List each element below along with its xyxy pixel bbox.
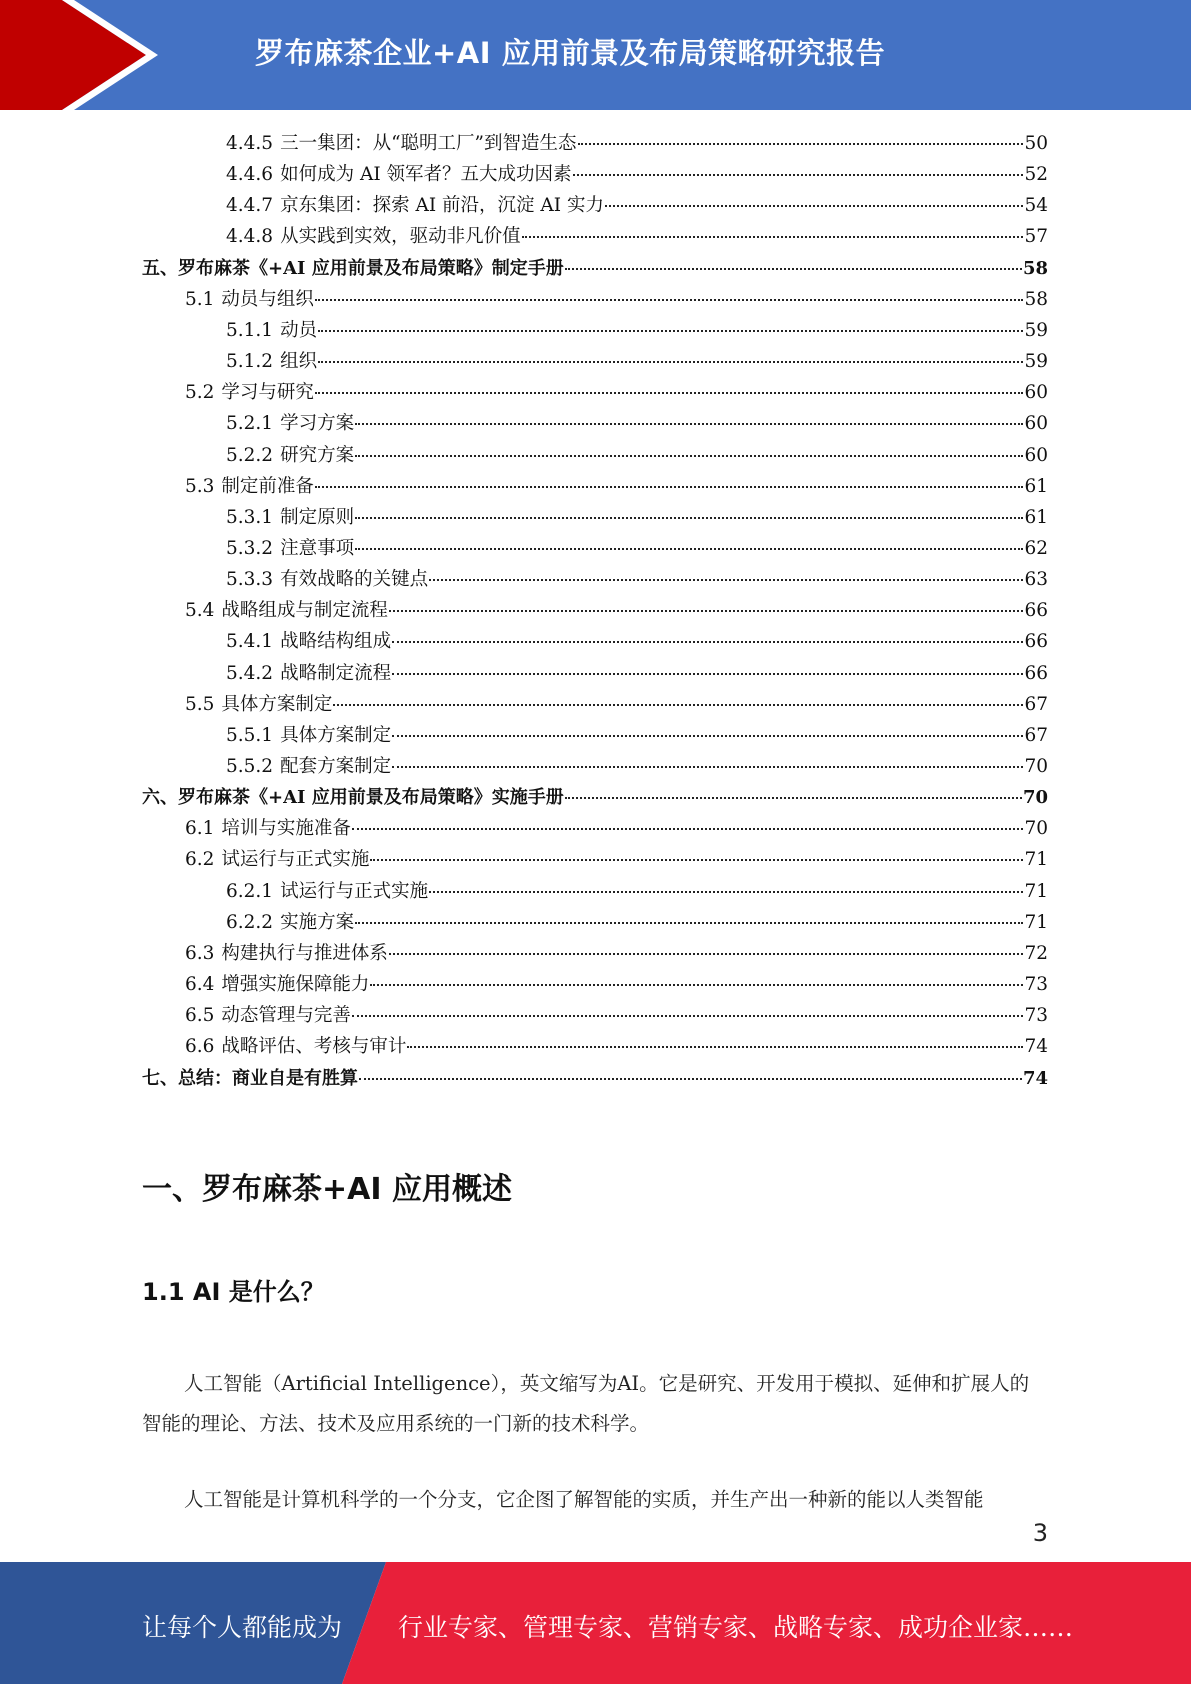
toc-entry-page: 61: [1024, 476, 1048, 497]
toc-entry[interactable]: [226, 221, 1048, 252]
toc-dot-leader: [355, 548, 1023, 550]
toc-dot-leader: [318, 330, 1023, 332]
toc-entry-number: 5.3: [185, 476, 215, 497]
toc-entry-title: 培训与实施准备: [221, 818, 351, 839]
toc-entry-title: 注意事项: [280, 538, 355, 559]
toc-entry-title: 动员与组织: [221, 289, 314, 310]
toc-dot-leader: [352, 828, 1024, 830]
toc-entry[interactable]: [226, 658, 1048, 689]
toc-entry[interactable]: [185, 595, 1048, 626]
toc-dot-leader: [359, 1078, 1022, 1080]
toc-entry-page: 52: [1024, 164, 1048, 185]
toc-dot-leader: [315, 392, 1024, 394]
toc-entry-page: 50: [1024, 133, 1048, 154]
toc-dot-leader: [389, 953, 1024, 955]
toc-entry-page: 60: [1024, 413, 1048, 434]
toc-entry[interactable]: [142, 782, 1048, 813]
toc-entry-page: 74: [1024, 1036, 1048, 1057]
toc-entry-number: 6.2.1: [226, 881, 274, 902]
toc-dot-leader: [565, 268, 1022, 270]
toc-entry-page: 73: [1024, 1005, 1048, 1026]
toc-entry-number: 5.2: [185, 382, 215, 403]
toc-dot-leader: [315, 299, 1024, 301]
toc-entry-title: 研究方案: [280, 445, 355, 466]
toc-entry-page: 61: [1024, 507, 1048, 528]
toc-entry-title: 实施方案: [280, 912, 355, 933]
toc-entry-page: 74: [1022, 1068, 1048, 1089]
toc-entry-title: 动员: [280, 320, 318, 341]
toc-dot-leader: [522, 236, 1024, 238]
toc-entry-page: 66: [1024, 600, 1048, 621]
toc-entry-number: 5.1: [185, 289, 215, 310]
toc-entry[interactable]: [226, 502, 1048, 533]
toc-entry-title: 战略评估、考核与审计: [221, 1036, 407, 1057]
toc-entry-title: 增强实施保障能力: [221, 974, 370, 995]
toc-entry-number: 6.1: [185, 818, 215, 839]
toc-entry-title: 五、罗布麻茶《+AI 应用前景及布局策略》制定手册: [142, 258, 564, 279]
toc-entry-title: 战略制定流程: [280, 663, 392, 684]
toc-entry-page: 58: [1022, 258, 1048, 279]
toc-entry-number: 5.4.1: [226, 631, 274, 652]
toc-entry[interactable]: [185, 1000, 1048, 1031]
toc-entry-number: 6.2.2: [226, 912, 274, 933]
toc-entry-title: 战略结构组成: [280, 631, 392, 652]
toc-entry-title: 六、罗布麻茶《+AI 应用前景及布局策略》实施手册: [142, 787, 564, 808]
toc-entry-page: 70: [1022, 787, 1048, 808]
toc-entry-title: 有效战略的关键点: [280, 569, 429, 590]
toc-entry-number: 5.2.2: [226, 445, 274, 466]
toc-entry[interactable]: [226, 626, 1048, 657]
toc-dot-leader: [352, 1015, 1024, 1017]
toc-dot-leader: [573, 174, 1024, 176]
toc-dot-leader: [407, 1046, 1023, 1048]
toc-entry[interactable]: [226, 907, 1048, 938]
toc-dot-leader: [605, 205, 1024, 207]
toc-entry-page: 59: [1024, 320, 1048, 341]
toc-dot-leader: [578, 143, 1024, 145]
toc-entry-title: 从实践到实效，驱动非凡价值: [280, 226, 521, 247]
toc-entry-number: 6.4: [185, 974, 215, 995]
page-number: 3: [1032, 1519, 1048, 1547]
toc-entry-number: 5.1.1: [226, 320, 274, 341]
toc-entry-number: 5.3.2: [226, 538, 274, 559]
toc-entry-number: 5.1.2: [226, 351, 274, 372]
toc-entry-number: 6.5: [185, 1005, 215, 1026]
toc-entry-page: 67: [1024, 694, 1048, 715]
toc-entry[interactable]: [226, 159, 1048, 190]
toc-entry-number: 5.2.1: [226, 413, 274, 434]
toc-dot-leader: [333, 704, 1023, 706]
toc-dot-leader: [392, 766, 1023, 768]
toc-entry-title: 配套方案制定: [280, 756, 392, 777]
section-heading: 1.1 AI 是什么？: [142, 1278, 325, 1306]
toc-entry[interactable]: [226, 190, 1048, 221]
toc-entry-title: 具体方案制定: [280, 725, 392, 746]
toc-entry-number: 5.4: [185, 600, 215, 621]
document-title: 罗布麻茶企业+AI 应用前景及布局策略研究报告: [255, 36, 886, 70]
toc-entry-page: 57: [1024, 226, 1048, 247]
toc-dot-leader: [355, 455, 1023, 457]
toc-entry-page: 71: [1024, 912, 1048, 933]
toc-entry[interactable]: [226, 128, 1048, 159]
toc-entry[interactable]: [226, 408, 1048, 439]
toc-entry-number: 5.3.3: [226, 569, 274, 590]
toc-entry[interactable]: [185, 689, 1048, 720]
toc-dot-leader: [355, 423, 1023, 425]
toc-entry-page: 60: [1024, 445, 1048, 466]
toc-entry-page: 71: [1024, 849, 1048, 870]
toc-entry-title: 试运行与正式实施: [280, 881, 429, 902]
chapter-heading: 一、罗布麻茶+AI 应用概述: [142, 1172, 512, 1207]
toc-entry[interactable]: [226, 564, 1048, 595]
toc-dot-leader: [355, 922, 1023, 924]
page-header: [0, 0, 1191, 110]
toc-entry-title: 动态管理与完善: [221, 1005, 351, 1026]
toc-entry-number: 5.3.1: [226, 507, 274, 528]
toc-entry[interactable]: [226, 315, 1048, 346]
toc-entry[interactable]: [226, 720, 1048, 751]
footer-slogan-right: 行业专家、管理专家、营销专家、战略专家、成功企业家……: [398, 1613, 1074, 1642]
toc-dot-leader: [389, 610, 1024, 612]
toc-dot-leader: [370, 984, 1023, 986]
toc-entry-page: 54: [1024, 195, 1048, 216]
toc-dot-leader: [318, 361, 1023, 363]
toc-entry[interactable]: [226, 533, 1048, 564]
toc-entry[interactable]: [185, 813, 1048, 844]
toc-entry[interactable]: [185, 377, 1048, 408]
toc-entry-page: 59: [1024, 351, 1048, 372]
toc-entry[interactable]: [226, 751, 1048, 782]
toc-entry-title: 七、总结：商业自是有胜算: [142, 1068, 358, 1089]
toc-entry-number: 5.5: [185, 694, 215, 715]
toc-entry-title: 学习方案: [280, 413, 355, 434]
toc-entry[interactable]: [185, 1031, 1048, 1062]
toc-entry-page: 70: [1024, 818, 1048, 839]
toc-entry-title: 组织: [280, 351, 318, 372]
toc-entry-title: 学习与研究: [221, 382, 314, 403]
toc-entry-page: 73: [1024, 974, 1048, 995]
toc-entry-number: 4.4.6: [226, 164, 274, 185]
toc-dot-leader: [392, 641, 1023, 643]
toc-entry-number: 4.4.5: [226, 133, 274, 154]
toc-entry-number: 6.6: [185, 1036, 215, 1057]
toc-entry-title: 三一集团：从“聪明工厂”到智造生态: [280, 133, 577, 154]
toc-entry[interactable]: [185, 471, 1048, 502]
toc-entry-page: 60: [1024, 382, 1048, 403]
toc-entry[interactable]: [226, 346, 1048, 377]
toc-entry[interactable]: [142, 253, 1048, 284]
toc-dot-leader: [370, 859, 1023, 861]
toc-entry-number: 5.5.1: [226, 725, 274, 746]
body-paragraph: 人工智能是计算机科学的一个分支，它企图了解智能的实质，并生产出一种新的能以人类智能: [184, 1488, 984, 1511]
toc-entry-title: 战略组成与制定流程: [221, 600, 388, 621]
toc-entry-title: 构建执行与推进体系: [221, 943, 388, 964]
footer-slogan-left: 让每个人都能成为: [142, 1613, 343, 1642]
toc-dot-leader: [565, 797, 1022, 799]
toc-entry-title: 制定前准备: [221, 476, 314, 497]
toc-entry-title: 制定原则: [280, 507, 355, 528]
toc-entry[interactable]: [185, 938, 1048, 969]
toc-entry[interactable]: [185, 284, 1048, 315]
toc-entry-title: 具体方案制定: [221, 694, 333, 715]
toc-dot-leader: [392, 735, 1023, 737]
toc-entry[interactable]: [226, 440, 1048, 471]
toc-dot-leader: [315, 486, 1024, 488]
toc-entry-number: 6.3: [185, 943, 215, 964]
toc-entry-number: 4.4.7: [226, 195, 274, 216]
toc-entry-page: 66: [1024, 663, 1048, 684]
toc-dot-leader: [429, 579, 1023, 581]
toc-entry-page: 72: [1024, 943, 1048, 964]
toc-entry-number: 5.4.2: [226, 663, 274, 684]
toc-entry-title: 京东集团：探索 AI 前沿，沉淀 AI 实力: [280, 195, 604, 216]
toc-entry-page: 66: [1024, 631, 1048, 652]
toc-entry-page: 71: [1024, 881, 1048, 902]
toc-entry[interactable]: [185, 844, 1048, 875]
toc-entry-title: 如何成为 AI 领军者？五大成功因素: [280, 164, 572, 185]
toc-dot-leader: [429, 891, 1023, 893]
toc-entry[interactable]: [226, 876, 1048, 907]
toc-dot-leader: [392, 673, 1023, 675]
toc-entry-number: 6.2: [185, 849, 215, 870]
toc-entry[interactable]: [185, 969, 1048, 1000]
body-paragraph: 人工智能（Artificial Intelligence），英文缩写为AI。它是研究、开发用于模拟、延伸和扩展人的智能的理论、方法、技术及应用系统的一门新的技术科学。: [142, 1372, 1030, 1435]
toc-entry-title: 试运行与正式实施: [221, 849, 370, 870]
toc-entry-page: 70: [1024, 756, 1048, 777]
page-footer: [0, 1562, 1191, 1684]
toc-entry-number: 5.5.2: [226, 756, 274, 777]
header-red-arrow: [0, 0, 146, 110]
toc-entry-number: 4.4.8: [226, 226, 274, 247]
toc-entry-page: 63: [1024, 569, 1048, 590]
toc-entry-page: 62: [1024, 538, 1048, 559]
toc-dot-leader: [355, 517, 1023, 519]
toc-entry-page: 67: [1024, 725, 1048, 746]
toc-entry-page: 58: [1024, 289, 1048, 310]
toc-entry[interactable]: [142, 1063, 1048, 1094]
